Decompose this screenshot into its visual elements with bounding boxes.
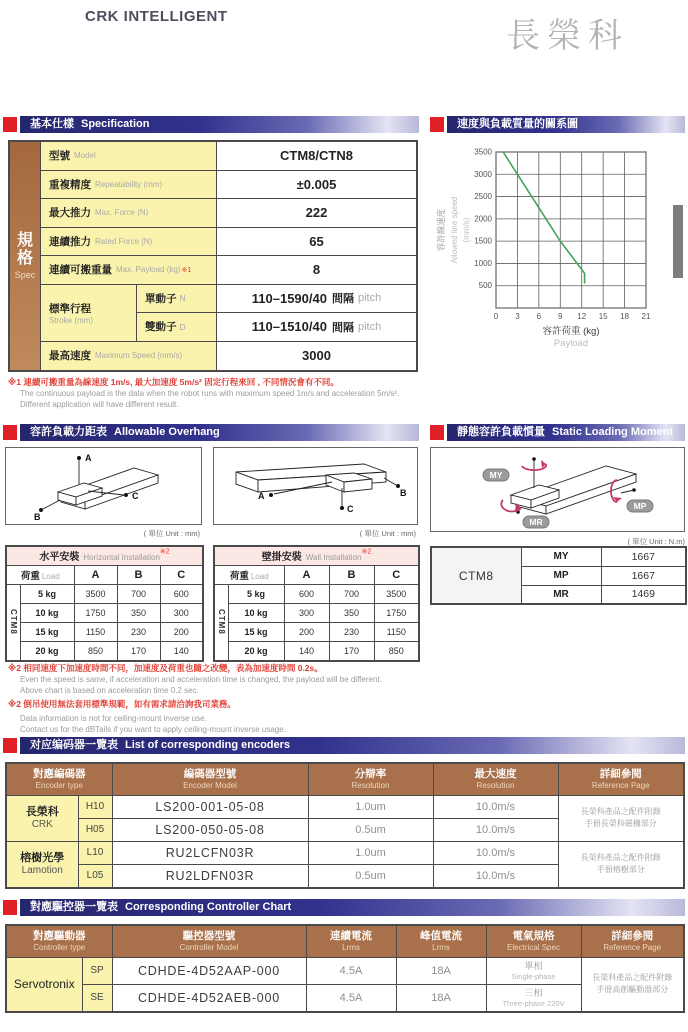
section-controllers-title-en: Corresponding Controller Chart <box>125 901 292 913</box>
cell: 3500 <box>374 585 419 604</box>
model-side-text: CTM8 <box>8 608 18 635</box>
spec-row-payload <box>41 256 416 285</box>
spec-label-en: Max. Force (N) <box>95 208 149 218</box>
overhang-diagram-horizontal <box>5 447 202 525</box>
encoder-model: LS200-001-05-08 <box>112 795 308 818</box>
model-side-text: CTM8 <box>216 608 226 635</box>
table-title <box>6 546 203 566</box>
electrical-spec-cell <box>486 957 581 984</box>
col-header-b: B <box>117 566 160 585</box>
col-header-c: C <box>374 566 419 585</box>
cell: 1750 <box>374 604 419 623</box>
hdr-zh: 編碼器型號 <box>183 767 237 780</box>
load-zh: 荷重 <box>20 571 40 582</box>
red-square-icon <box>3 738 17 753</box>
stroke-unit-en: pitch <box>357 292 382 304</box>
spec-value: 8 <box>312 262 321 278</box>
diagram-label-a: A <box>85 453 92 463</box>
x-axis-label-en: Payload <box>553 338 589 349</box>
section-controllers-title <box>20 899 685 916</box>
controller-code: SP <box>82 957 112 984</box>
hdr-zh: 最大速度 <box>474 767 517 780</box>
section-overhang-title <box>20 424 419 441</box>
electrical-spec-cell <box>486 984 581 1012</box>
svg-text:6: 6 <box>536 312 542 321</box>
cell: 850 <box>374 642 419 662</box>
x-axis-label-zh: 容許荷重 (kg) <box>542 326 600 337</box>
encoder-resolution: 1.0um <box>308 841 433 864</box>
section-encoders-header <box>3 737 685 754</box>
table-title-zh: 水平安裝 <box>39 552 80 563</box>
diagram-label-c: C <box>347 504 354 514</box>
brand-zh: 長榮科 <box>25 806 59 818</box>
controller-code: SE <box>82 984 112 1012</box>
cell: 140 <box>160 642 203 662</box>
spec-row-stroke <box>41 285 416 342</box>
peak-current: 18A <box>396 984 486 1012</box>
brand-cell-crk <box>6 795 78 841</box>
col-header-c: C <box>160 566 203 585</box>
unit-label-nm: ( 單位 Unit : N.m) <box>627 537 685 546</box>
col-header-load <box>214 566 284 585</box>
stroke-sub-zh: 單動子 <box>145 292 177 305</box>
section-controllers-header <box>3 899 685 916</box>
hdr-en: Lrms <box>342 942 360 952</box>
encoder-code: H10 <box>78 795 112 818</box>
encoder-max-speed: 10.0m/s <box>433 864 558 888</box>
spec-label-en: Maximum Speed (mm/s) <box>95 351 183 361</box>
table-row <box>6 623 203 642</box>
stroke-value: 110–1590/40 <box>251 290 327 306</box>
svg-text:2000: 2000 <box>474 214 492 224</box>
footnote-2b-en2: Contact us for the dBTails if you want to apply ceiling-mount inverse usage. <box>20 725 286 734</box>
spec-row-repeatability <box>41 171 416 200</box>
footnote-marker: ※1 <box>181 266 192 274</box>
hdr-zh: 分辯率 <box>354 767 387 780</box>
section-chart-title-zh: 速度與負載質量的關系圖 <box>457 118 578 130</box>
col-header-max-speed <box>433 763 558 795</box>
load-zh: 荷重 <box>229 571 249 582</box>
reference-cell <box>558 795 684 841</box>
cell: 170 <box>329 642 374 662</box>
section-encoders-title <box>20 737 685 754</box>
diagram-label-a: A <box>258 491 265 501</box>
section-overhang-title-en: Allowable Overhang <box>114 426 220 438</box>
section-chart-title <box>447 116 685 133</box>
y-axis-label-zh: 容許線速度 <box>436 208 446 252</box>
footnote-2a-zh: ※2 相同速度下加速度時間不同，加速度及荷重也隨之改變，表為加速度時間 0.2s。 <box>8 663 323 673</box>
encoder-resolution: 0.5um <box>308 864 433 888</box>
section-encoders-title-zh: 对应编码器一覽表 <box>30 739 118 751</box>
section-moment-header <box>430 424 685 441</box>
col-header-controller-type <box>6 925 112 957</box>
spec-stroke-double <box>137 313 416 341</box>
section-moment-title <box>447 424 685 441</box>
moment-label-mp: MP <box>633 501 647 511</box>
section-spec-header <box>3 116 419 133</box>
hdr-en: Reference Page <box>591 780 650 790</box>
brand-zh: 榕樹光學 <box>20 852 65 864</box>
overhang-diagram-wall-svg <box>214 448 417 524</box>
svg-text:2500: 2500 <box>474 192 492 202</box>
col-header-resolution <box>308 763 433 795</box>
spec-value: 222 <box>305 205 328 221</box>
controllers-table <box>5 924 685 1013</box>
spec-value: ±0.005 <box>296 176 337 192</box>
encoder-code: L05 <box>78 864 112 888</box>
diagram-label-b: B <box>34 512 41 522</box>
cell: 5 kg <box>20 585 74 604</box>
cell: 300 <box>160 604 203 623</box>
hdr-en: Resolution <box>476 780 515 790</box>
moment-axis: MR <box>521 585 601 604</box>
cell: 20 kg <box>228 642 284 662</box>
spec-label-zh: 連續可搬重量 <box>49 264 112 277</box>
footnote-2b-zh: ※2 倒吊使用無法套用標準規範，如有需求請洽詢我司業務。 <box>8 699 236 709</box>
hdr-zh: 對應驅動器 <box>33 929 86 942</box>
footnote-2a <box>8 663 418 696</box>
ref-line1: 長榮科產品之配件附錄 <box>580 807 661 816</box>
moment-model: CTM8 <box>431 547 521 604</box>
spec-row-max-speed <box>41 342 416 371</box>
footnote-marker: ※2 <box>361 548 372 556</box>
table-title-en: Wall Installation <box>305 553 362 562</box>
spec-row-max-force <box>41 199 416 228</box>
moment-axis: MP <box>521 566 601 585</box>
cell: 140 <box>284 642 329 662</box>
brand-en: Lamotion <box>21 865 63 876</box>
svg-text:1500: 1500 <box>474 236 492 246</box>
hdr-en: Electrical Spec <box>507 942 560 952</box>
red-square-icon <box>3 117 17 132</box>
moment-value: 1667 <box>601 566 686 585</box>
cell: 10 kg <box>20 604 74 623</box>
spec-row-rated-force <box>41 228 416 257</box>
spec-label-en: Repeatability (mm) <box>95 179 163 189</box>
stroke-sub-en: N <box>179 293 186 303</box>
svg-text:1000: 1000 <box>474 258 492 268</box>
cell: 230 <box>329 623 374 642</box>
hdr-zh: 對應編碼器 <box>33 767 86 780</box>
cell: 700 <box>117 585 160 604</box>
footnote-2a-en1: Even the speed is same, if acceleration and acceleration time is changed, the payload will be different. <box>20 675 382 684</box>
red-square-icon <box>3 425 17 440</box>
moment-diagram <box>430 447 685 532</box>
red-square-icon <box>430 425 444 440</box>
col-header-peak-current <box>396 925 486 957</box>
brand-logo-text: CRK INTELLIGENT <box>85 8 228 25</box>
section-moment-title-zh: 靜態容許負載慣量 <box>457 426 545 438</box>
stroke-unit-zh: 間隔 <box>331 293 354 305</box>
spec-side-en: Spec <box>14 270 36 280</box>
hdr-en: Encoder Model <box>183 780 237 790</box>
cell: 15 kg <box>228 623 284 642</box>
unit-label-mm: ( 單位 Unit : mm) <box>143 529 200 538</box>
encoders-table <box>5 762 685 889</box>
section-spec-title <box>20 116 419 133</box>
brand-cell-servotronix: Servotronix <box>6 957 82 1012</box>
company-seal-logo: 長榮科 <box>506 16 629 56</box>
stroke-unit-en: pitch <box>357 320 382 333</box>
hdr-en: Controller Model <box>179 942 239 952</box>
horizontal-installation-table <box>5 545 204 662</box>
svg-text:12: 12 <box>577 312 587 321</box>
moment-value: 1667 <box>601 547 686 566</box>
moment-axis: MY <box>521 547 601 566</box>
spec-value: 65 <box>309 233 324 249</box>
svg-text:500: 500 <box>478 281 492 291</box>
spec-side-zh1: 規 <box>16 232 33 249</box>
table-row <box>214 642 419 662</box>
cell: 300 <box>284 604 329 623</box>
ref-line1: 長榮科產品之配件附錄 <box>592 973 673 982</box>
encoder-model: LS200-050-05-08 <box>112 818 308 841</box>
table-title <box>214 546 419 566</box>
ref-line1: 長榮科產品之配件附錄 <box>580 853 661 862</box>
spec-side-zh2: 格 <box>16 250 33 267</box>
hdr-zh: 詳細參閱 <box>599 767 642 780</box>
brand-en: CRK <box>31 819 53 830</box>
spec-label-zh: 重複精度 <box>49 178 91 191</box>
hdr-en: Reference Page <box>603 942 662 952</box>
ref-line2: 手冊榕樹部分 <box>596 865 645 874</box>
hdr-en: Lrms <box>432 942 450 952</box>
moment-label-mr: MR <box>529 517 543 527</box>
section-controllers-title-zh: 對應驅控器一覽表 <box>30 901 118 913</box>
y-axis-label-unit: (mm/s) <box>462 217 471 243</box>
col-header-electrical-spec <box>486 925 581 957</box>
spec-side-tab <box>10 142 41 370</box>
model-side-label <box>214 585 228 662</box>
diagram-label-c: C <box>132 491 139 501</box>
cell: 10 kg <box>228 604 284 623</box>
section-overhang-title-zh: 容許負載力距表 <box>30 426 107 438</box>
speed-payload-chart <box>430 140 688 352</box>
hdr-en: Controller type <box>33 942 86 952</box>
spec-label-en: Rated Force (N) <box>95 236 153 246</box>
encoder-max-speed: 10.0m/s <box>433 795 558 818</box>
footnote-1-en1: The continuous payload is the data when the robot runs with maximum speed 1m/s and acceleration 5m/s². <box>20 389 400 398</box>
footnote-2b-en1: Data information is not for ceiling-mount inverse use. <box>20 714 207 723</box>
encoder-model: RU2LCFN03R <box>112 841 308 864</box>
svg-text:3: 3 <box>515 312 520 321</box>
svg-text:15: 15 <box>598 312 608 321</box>
hdr-en: Encoder type <box>35 780 83 790</box>
cell: 200 <box>160 623 203 642</box>
encoder-resolution: 1.0um <box>308 795 433 818</box>
page-edge-tab <box>673 205 683 278</box>
encoder-code: H05 <box>78 818 112 841</box>
col-header-controller-model <box>112 925 306 957</box>
spec-label-zh: 最大推力 <box>49 207 91 220</box>
cell: 1750 <box>74 604 117 623</box>
section-spec-title-zh: 基本仕樣 <box>30 118 74 130</box>
controller-model: CDHDE-4D52AEB-000 <box>112 984 306 1012</box>
cell: 850 <box>74 642 117 662</box>
moment-value: 1469 <box>601 585 686 604</box>
encoder-max-speed: 10.0m/s <box>433 818 558 841</box>
continuous-current: 4.5A <box>306 957 396 984</box>
table-row <box>214 604 419 623</box>
encoder-resolution: 0.5um <box>308 818 433 841</box>
stroke-sub-zh: 雙動子 <box>145 321 177 333</box>
table-row <box>431 547 686 566</box>
reference-cell <box>558 841 684 888</box>
col-header-b: B <box>329 566 374 585</box>
model-side-label <box>6 585 20 662</box>
table-row <box>6 957 684 984</box>
col-header-load <box>6 566 74 585</box>
cell: 1150 <box>74 623 117 642</box>
stroke-value: 110–1510/40 <box>251 319 327 334</box>
moment-table <box>430 546 687 605</box>
hdr-zh: 詳細參閱 <box>611 929 654 942</box>
controller-model: CDHDE-4D52AAP-000 <box>112 957 306 984</box>
elec-zh: 三相 <box>524 987 543 998</box>
spec-label-zh: 連續推力 <box>49 235 91 248</box>
hdr-zh: 連續電流 <box>330 929 372 942</box>
encoder-code: L10 <box>78 841 112 864</box>
svg-text:3500: 3500 <box>474 147 492 157</box>
hdr-zh: 峰值電流 <box>420 929 462 942</box>
cell: 350 <box>329 604 374 623</box>
cell: 200 <box>284 623 329 642</box>
unit-label-mm: ( 單位 Unit : mm) <box>359 529 416 538</box>
reference-cell <box>581 957 684 1012</box>
overhang-diagram-horizontal-svg <box>6 448 201 524</box>
table-title-zh: 壁掛安裝 <box>261 552 302 563</box>
cell: 20 kg <box>20 642 74 662</box>
col-header-a: A <box>74 566 117 585</box>
stroke-sub-en: D <box>179 321 186 332</box>
svg-text:9: 9 <box>558 312 563 321</box>
section-chart-header <box>430 116 685 133</box>
spec-value: 3000 <box>302 348 331 364</box>
ref-line2: 手冊長榮科磁柵部分 <box>584 819 657 828</box>
col-header-continuous-current <box>306 925 396 957</box>
footnote-2a-en2: Above chart is based on acceleration time 0.2 sec. <box>20 686 199 695</box>
spec-row-model <box>41 142 416 171</box>
section-moment-title-en: Static Loading Moment <box>552 426 673 438</box>
section-overhang-header <box>3 424 419 441</box>
table-row <box>214 623 419 642</box>
cell: 1150 <box>374 623 419 642</box>
svg-text:21: 21 <box>641 312 651 321</box>
svg-text:3000: 3000 <box>474 169 492 179</box>
elec-zh: 單相 <box>524 960 543 971</box>
cell: 3500 <box>74 585 117 604</box>
footnote-1-zh: ※1 連續可搬重量為線速度 1m/s, 最大加速度 5m/s² 固定行程來回 , 不同情況會有不同。 <box>8 377 339 387</box>
spec-label-zh: 型號 <box>49 150 70 163</box>
ref-line2: 手冊高創驅動器部分 <box>596 985 669 994</box>
spec-label-zh: 標準行程 <box>49 302 91 315</box>
cell: 230 <box>117 623 160 642</box>
red-square-icon <box>3 900 17 915</box>
hdr-en: Resolution <box>351 780 390 790</box>
speed-payload-chart-svg <box>430 140 688 352</box>
spec-label-en: Model <box>74 151 96 161</box>
continuous-current: 4.5A <box>306 984 396 1012</box>
cell: 700 <box>329 585 374 604</box>
spec-stroke-single <box>137 285 416 313</box>
spec-label-en: Stroke (mm) <box>49 315 93 325</box>
footnote-1-en2: Different application will have different result. <box>20 400 179 409</box>
peak-current: 18A <box>396 957 486 984</box>
table-title-en: Horizontal Installation <box>83 553 160 562</box>
col-header-reference <box>558 763 684 795</box>
load-en: Load <box>41 572 60 581</box>
cell: 600 <box>160 585 203 604</box>
table-row <box>214 585 419 604</box>
section-spec-title-en: Specification <box>81 118 150 130</box>
brand-cell-lamotion <box>6 841 78 888</box>
diagram-label-b: B <box>400 488 407 498</box>
col-header-a: A <box>284 566 329 585</box>
wall-installation-table <box>213 545 420 662</box>
col-header-encoder-type <box>6 763 112 795</box>
cell: 15 kg <box>20 623 74 642</box>
footnote-2b <box>8 699 418 735</box>
moment-label-my: MY <box>489 470 503 480</box>
cell: 170 <box>117 642 160 662</box>
col-header-reference <box>581 925 684 957</box>
footnote-marker: ※2 <box>159 548 170 556</box>
svg-text:0: 0 <box>493 312 499 321</box>
footnote-1 <box>8 377 418 410</box>
table-row <box>6 841 684 864</box>
cell: 600 <box>284 585 329 604</box>
col-header-encoder-model <box>112 763 308 795</box>
table-row <box>6 604 203 623</box>
stroke-unit-zh: 間隔 <box>331 321 354 334</box>
load-en: Load <box>250 572 269 581</box>
encoder-model: RU2LDFN03R <box>112 864 308 888</box>
hdr-zh: 驅控器型號 <box>182 929 236 942</box>
red-square-icon <box>430 117 444 132</box>
overhang-diagram-wall <box>213 447 418 525</box>
spec-value: CTM8/CTN8 <box>280 148 353 164</box>
table-row <box>6 642 203 662</box>
spec-label-en: Max. Payload (kg) <box>116 265 181 275</box>
table-row <box>6 585 203 604</box>
y-axis-label-en: Allowed line speed <box>450 196 459 264</box>
encoder-max-speed: 10.0m/s <box>433 841 558 864</box>
svg-text:18: 18 <box>620 312 630 321</box>
table-row <box>6 795 684 818</box>
spec-table <box>8 140 418 372</box>
cell: 350 <box>117 604 160 623</box>
hdr-zh: 電氣規格 <box>512 929 555 942</box>
elec-en: Single-phase <box>511 971 556 981</box>
spec-label-zh: 最高速度 <box>49 350 91 363</box>
spec-rows <box>41 142 416 370</box>
elec-en: Three-phase 220V <box>502 998 565 1008</box>
section-encoders-title-en: List of corresponding encoders <box>125 739 291 751</box>
moment-diagram-svg <box>431 448 684 531</box>
cell: 5 kg <box>228 585 284 604</box>
